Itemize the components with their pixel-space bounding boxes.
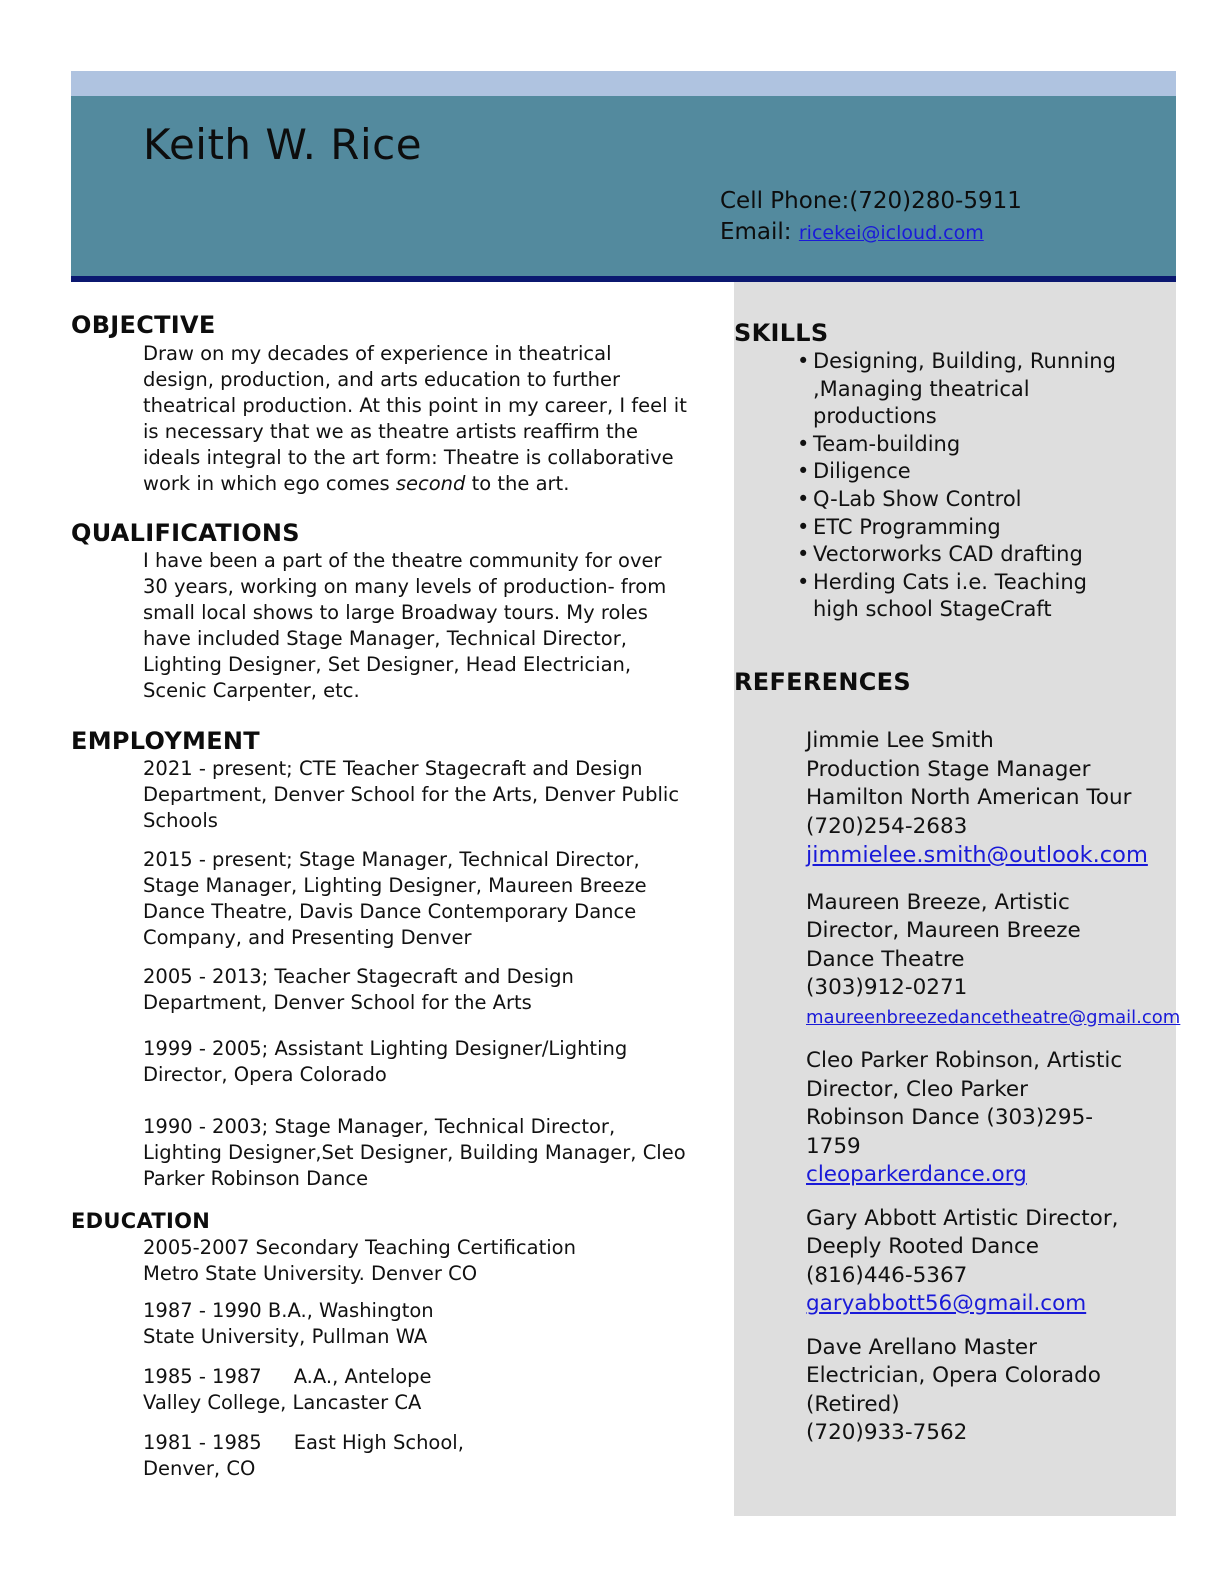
education-item [143,1430,623,1482]
skill-item: • Vectorworks CAD drafting [797,541,1137,569]
education-years: 1985 - 1987 [143,1365,262,1388]
email-line [720,217,1022,249]
reference-email-link[interactable]: maureenbreezedancetheatre@gmail.com [806,1006,1181,1028]
reference-line: (816)446-5367 [806,1262,968,1288]
reference-email-link[interactable]: garyabbott56@gmail.com [806,1291,1087,1316]
reference-email-link[interactable]: jimmielee.smith@outlook.com [806,842,1148,868]
header-top-band [71,71,1176,96]
reference-line: Maureen Breeze, Artistic Director, Maureen Breeze Dance Theatre [806,889,1081,972]
qualifications-heading: QUALIFICATIONS [71,519,300,547]
education-line [143,1364,623,1390]
qualifications-text [143,548,688,704]
reference-website-link[interactable]: cleoparkerdance.org [806,1162,1027,1187]
employment-item: 2021 - present; CTE Teacher Stagecraft and Design Department, Denver School for the Arts, Denver Public Schools [143,757,680,832]
education-item [143,1235,623,1287]
skill-item: • ETC Programming [797,514,1137,542]
reference-line: Cleo Parker Robinson, Artistic Director, Cleo Parker Robinson Dance (303)295-1759 [806,1048,1123,1159]
education-line [143,1430,623,1456]
skill-item: • Q-Lab Show Control [797,486,1137,514]
reference-line: Production Stage Manager [806,756,1091,782]
employment-item: 2015 - present; Stage Manager, Technical Director, Stage Manager, Lighting Designer, Maureen Breeze Dance Theatre, Davis Dance Contemporary Dance Company, and Presenting Denver [143,848,647,949]
objective-text-start: Draw on my decades of experience in theatrical design, production, and arts education to further theatrical production. At this point in my career, I feel it is necessary that we as theatre artists reaffirm the ideals integral to the art form: Theatre is collaborative work in which ego comes [143,342,687,495]
education-line: Valley College, Lancaster CA [143,1391,422,1414]
reference-item [806,1047,1186,1190]
reference-item [806,727,1186,871]
email-label: Email: [720,219,799,245]
reference-line: Gary Abbott Artistic Director, Deeply Rooted Dance [806,1205,1119,1259]
education-line: State University, Pullman WA [143,1325,428,1348]
education-item [143,1298,623,1350]
education-item [143,1364,623,1416]
reference-line: (720)933-7562 [806,1420,968,1445]
objective-text [143,341,688,497]
reference-line: (303)912-0271 [806,975,968,1000]
employment-list [143,756,688,1205]
reference-line: Hamilton North American Tour [806,785,1132,810]
objective-text-end: to the art. [465,472,570,495]
reference-line: Dave Arellano Master Electrician, Opera Colorado (Retired) [806,1334,1101,1417]
references-list [806,727,1186,1463]
objective-heading: OBJECTIVE [71,311,216,339]
education-line: 2005-2007 Secondary Teaching Certification [143,1236,576,1259]
education-list [143,1235,623,1493]
skill-item: • Herding Cats i.e. Teaching high school StageCraft [797,569,1137,624]
candidate-name: Keith W. Rice [143,120,423,169]
education-degree: A.A., Antelope [293,1365,432,1388]
education-heading: EDUCATION [71,1209,211,1233]
education-line: Metro State University. Denver CO [143,1262,478,1285]
education-line: 1987 - 1990 B.A., Washington [143,1299,434,1322]
employment-item: 1990 - 2003; Stage Manager, Technical Director, Lighting Designer,Set Designer, Building Manager, Cleo Parker Robinson Dance [143,1115,686,1190]
skill-item: • Team-building [797,431,1137,459]
education-years: 1981 - 1985 [143,1431,262,1454]
qualifications-paragraph: I have been a part of the theatre community for over 30 years, working on many levels of production- from small local shows to large Broadway tours. My roles have included Stage Manager, Technical Director, Lighting Designer, Set Designer, Head Electrician, Scenic Carpenter, etc. [143,549,667,702]
reference-line: (720)254-2683 [806,813,968,839]
skills-list [797,348,1137,624]
education-school: East High School, [293,1431,464,1454]
contact-block [720,186,1022,249]
employment-item: 1999 - 2005; Assistant Lighting Designer/Lighting Director, Opera Colorado [143,1037,628,1086]
skill-item: • Diligence [797,458,1137,486]
phone-line: Cell Phone:(720)280-5911 [720,188,1022,214]
reference-item [806,1334,1186,1448]
education-line: Denver, CO [143,1457,256,1480]
employment-heading: EMPLOYMENT [71,727,260,755]
objective-emphasis: second [395,472,466,495]
skills-heading: SKILLS [734,319,829,347]
email-link[interactable]: ricekei@icloud.com [798,222,984,244]
reference-item [806,1205,1186,1319]
reference-line: Jimmie Lee Smith [806,728,994,753]
references-heading: REFERENCES [734,668,911,696]
employment-item: 2005 - 2013; Teacher Stagecraft and Design Department, Denver School for the Arts [143,965,574,1014]
reference-item [806,889,1186,1033]
skill-item: • Designing, Building, Running ,Managing theatrical productions [797,348,1137,431]
